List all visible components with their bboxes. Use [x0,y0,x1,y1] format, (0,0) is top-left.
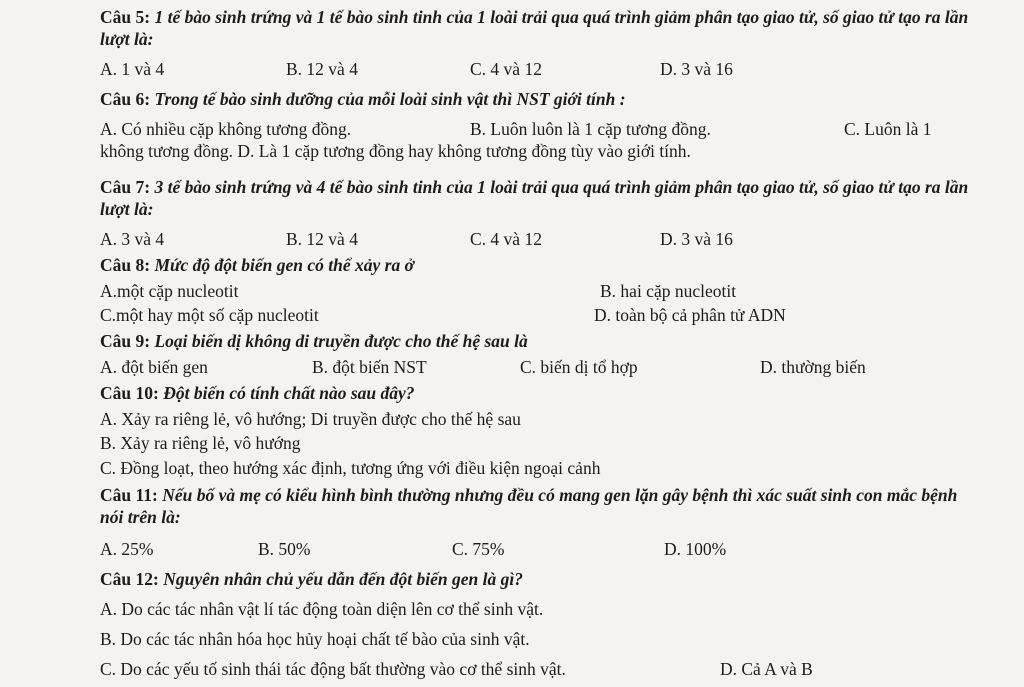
q10-option-c: C. Đồng loạt, theo hướng xác định, tương ứng với điều kiện ngoại cảnh [100,458,601,478]
q9-option-c: C. biến dị tổ hợp [520,357,638,377]
q7-option-d: D. 3 và 16 [660,229,733,249]
q12-option-d: D. Cả A và B [720,659,813,679]
q12-option-a: A. Do các tác nhân vật lí tác động toàn diện lên cơ thể sinh vật. [100,599,544,619]
question-10-label: Câu 10: [100,383,159,403]
q11-option-a: A. 25% [100,539,154,559]
question-9-label: Câu 9: [100,331,151,351]
question-8-label: Câu 8: [100,255,151,275]
q11-option-c: C. 75% [452,539,505,559]
question-8-text: Mức độ đột biến gen có thể xảy ra ở [154,255,414,275]
q8-option-b: B. hai cặp nucleotit [600,281,737,301]
q6-option-c: C. Luôn là 1 không tương đồng. [100,119,932,161]
q9-option-a: A. đột biến gen [100,357,208,377]
q10-option-b: B. Xảy ra riêng lẻ, vô hướng [100,433,301,453]
question-5 [100,6,974,50]
question-7-text: 3 tế bào sinh trứng và 4 tế bào sinh tinh của 1 loài trải qua quá trình giảm phân tạo giao tử, số giao tử tạo ra lần lượt là: [100,177,969,219]
question-12-label: Câu 12: [100,569,159,589]
question-7 [100,176,974,220]
q9-option-d: D. thường biến [760,357,866,377]
q12-option-c: C. Do các yếu tố sinh thái tác động bất thường vào cơ thể sinh vật. [100,659,566,679]
q8-option-a: A.một cặp nucleotit [100,281,239,301]
q8-option-d: D. toàn bộ cả phân tử ADN [594,305,786,325]
q5-option-a: A. 1 và 4 [100,59,165,79]
question-8 [100,254,974,276]
q8-option-c: C.một hay một số cặp nucleotit [100,305,319,325]
q5-option-b: B. 12 và 4 [286,59,358,79]
question-11-label: Câu 11: [100,485,158,505]
q5-option-d: D. 3 và 16 [660,59,733,79]
question-6 [100,88,974,110]
question-5-label: Câu 5: [100,7,151,27]
question-10-text: Đột biến có tính chất nào sau đây? [163,383,415,403]
question-6-label: Câu 6: [100,89,151,109]
q12-option-b: B. Do các tác nhân hóa học hủy hoại chất tế bào của sinh vật. [100,629,530,649]
question-9-text: Loại biến dị không di truyền được cho thế hệ sau là [154,331,528,351]
q11-option-d: D. 100% [664,539,727,559]
question-6-options-row2 [100,118,974,162]
question-12-text: Nguyên nhân chủ yếu dẫn đến đột biến gen là gì? [163,569,523,589]
question-9 [100,330,974,352]
question-6-text: Trong tế bào sinh dưỡng của mỗi loài sinh vật thì NST giới tính : [154,89,626,109]
q10-option-a: A. Xảy ra riêng lẻ, vô hướng; Di truyền được cho thế hệ sau [100,409,521,429]
q5-option-c: C. 4 và 12 [470,59,542,79]
question-5-text: 1 tế bào sinh trứng và 1 tế bào sinh tinh của 1 loài trải qua quá trình giảm phân tạo giao tử, số giao tử tạo ra lần lượt là: [100,7,969,49]
question-7-label: Câu 7: [100,177,151,197]
q7-option-c: C. 4 và 12 [470,229,542,249]
q7-option-b: B. 12 và 4 [286,229,358,249]
question-11-text: Nếu bố và mẹ có kiểu hình bình thường nhưng đều có mang gen lặn gây bệnh thì xác suất sinh con mắc bệnh nói trên là: [100,485,958,527]
q11-option-b: B. 50% [258,539,311,559]
question-12 [100,568,974,590]
q6-option-a: A. Có nhiều cặp không tương đồng. [100,119,352,139]
q7-option-a: A. 3 và 4 [100,229,165,249]
q6-option-d: D. Là 1 cặp tương đồng hay không tương đồng tùy vào giới tính. [237,141,691,161]
question-10 [100,382,974,404]
q6-option-b: B. Luôn luôn là 1 cặp tương đồng. [470,119,711,139]
question-11 [100,484,974,528]
q9-option-b: B. đột biến NST [312,357,427,377]
